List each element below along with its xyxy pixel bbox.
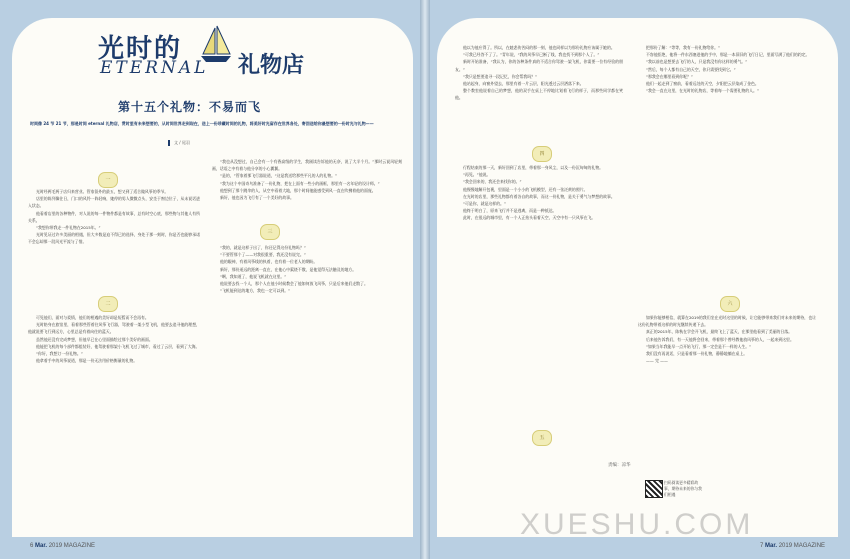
paragraph: 他终于明白了，原来飞行并不是逃离，而是一种抵达。 <box>463 208 557 214</box>
paragraph: “那我会在哪里看到你呢？” <box>646 73 693 79</box>
paragraph: “再见。”他说。 <box>463 172 491 178</box>
footer-left: 6 Mar. 2019 MAGAZINE <box>30 543 96 549</box>
left-column-2b <box>212 244 402 532</box>
paragraph: 此时，在很远的城市里，有一个人正抬头看着天空，天空中有一只风筝在飞。 <box>463 215 596 221</box>
paragraph: “不要管那个了——对我很重要，我还没有说完。” <box>220 252 306 258</box>
paragraph: 不容他拒绝，他将一件东西塞进他的手中，那是一本旧旧的飞行日记，里面写满了他们的约定。 <box>646 52 810 58</box>
editor-credit: 责编：凉华 <box>608 463 631 468</box>
page-fold <box>420 0 430 559</box>
paragraph: 他慢慢地解开包裹，里面是一个小小的飞机模型，还有一张泛黄的照片。 <box>463 186 588 192</box>
paragraph: 他拿着手中的风筝说道，那是一份无法用价格衡量的礼物。 <box>36 358 138 364</box>
paragraph: 他们一起走到了窗前，看着远处的天空，夕阳把云层染成了金色。 <box>646 81 759 87</box>
paragraph: 他以为他应得了。所以，在她悲伤苦闷的那一刻，他也同样以为那份礼物应该属于她的。 <box>463 45 615 50</box>
article-intro: 时间像 24 节 21 节，那是时间 eternal 礼物店，贯时里有未来想要的，从时间世界走到现在，送上一份珍藏时间的礼物，将美好时光留存在世界各处，寄回送给你最想要的一份时光与礼物—— <box>30 121 374 126</box>
right-column-1b <box>455 164 623 426</box>
paragraph: 他想到了那个跳伞的人，从空中看着大地，那个时间他能感受到风一直在吹拂着他的面庞。 <box>220 187 376 193</box>
section-badge-4: 四 <box>532 146 552 162</box>
right-column-2b <box>638 314 816 456</box>
paragraph: 可见他们，面对与爱情，他们的相遇的美好却是短暂而不会再有。 <box>36 315 149 320</box>
paragraph: 新好，那份遥远的距离一直在，在他心中萦绕不散，是他觉得无法触及的地方。 <box>220 266 357 272</box>
section-badge-2: 二 <box>98 296 118 312</box>
section-badge-6: 六 <box>720 296 740 312</box>
paragraph: “我为这个中国奇鸟准备了一份礼物，把在上面有一些小的画框，那里有一名年轻的设计师。” <box>220 180 380 186</box>
section-badge-5: 五 <box>532 430 552 446</box>
paragraph: 如果你能够相信，就算在2019的我们坐在光时这里的时候，让它能够带来我们对未来的期待，也让这份礼物带着这样的时光继续传递下去。 <box>638 315 816 328</box>
paragraph: “我只是想要追寻一段记忆，你会帮我吗？” <box>463 73 538 79</box>
right-column-2 <box>638 44 816 288</box>
paragraph: “我以前也是想要去飞行的人，只是我没有你这样的勇气。” <box>646 59 748 65</box>
left-column-2 <box>212 158 402 220</box>
paragraph: 光时见证过许多美丽的相遇，但大多数是迫不得已的选择，身处于那一刻时，你是否也能够承诺不会忘却那一段风光平流与了惜。 <box>28 232 200 245</box>
paragraph: 后来他告诉我们，有一天他将会回来，带着那个曾经教他放风筝的人，一起来到这里。 <box>646 336 794 342</box>
paragraph: 我们没有再说话，只是看着那一份礼物，静静地躺在桌上。 <box>646 351 748 357</box>
paragraph: “我也从没想过，自己会有一个有香高级的学生，我刚读告诉他的无奈，说了大半个月。”那时云说风轻刻画，话语之中有着与他分享的小心翼翼。 <box>212 159 402 172</box>
paragraph: 整个教室他说着自己的梦想，他的双手在桌上不停地比划着飞行的样子，而那些同学都在笑他。 <box>455 88 623 101</box>
section-badge-3: 三 <box>260 224 280 240</box>
title-main-2: 礼物店 <box>238 52 305 78</box>
paragraph: “我想你带我走一件礼物在2015年。” <box>36 225 101 231</box>
qr-caption: 扫码阅读更多精彩故事，期待未来的你与我们相遇 <box>664 480 702 497</box>
paragraph: 虽然他还没有完成梦想，但他早已在心里面描绘过那个美好的画面。 <box>36 336 153 342</box>
paragraph: “可是你，就是这样的。” <box>463 201 506 207</box>
right-column-1 <box>455 44 623 144</box>
paragraph: “是的，”管家着那飞行器说道，“这是我送给那些平凡的人的礼物。” <box>220 173 337 179</box>
paragraph: “飞机能到达的地方，我也一定可以到。” <box>220 288 291 294</box>
paragraph: “我的，就是这样子出了，你还记得这份礼物吗？” <box>220 245 306 250</box>
paragraph: 在光时的店里，那些礼物都有着各自的故事，而这一份礼物，是关于勇气与梦想的故事。 <box>463 193 615 199</box>
paragraph: 他站起身，向窗外望去，那里有着一片云层，阳光透过云层洒落下来。 <box>463 81 584 87</box>
paragraph: “你好，我想订一份礼物。” <box>36 351 83 357</box>
paragraph: 他看着店里的各种物件，对人说的每一件物件都是有故事，总有时空心底，那些物与其他人有所关系。 <box>28 210 200 223</box>
paragraph: 行程结束的那一天，新好回到了店里，带着那一身风尘，以及一份沉甸甸的礼物。 <box>463 165 604 170</box>
paragraph: 真正的2015年，陈秋在学会开飞机，最终飞上了蓝天，在那里他看到了美丽的日落。 <box>646 329 793 335</box>
paragraph: 把那份了解：“等等，我有一份礼物给你。” <box>646 45 721 50</box>
paragraph: “可我已经答不了了。”青年说，“我的风筝早已断了线，我也找不到那个人了。” <box>463 52 600 58</box>
paragraph: “我会一直在这里，在光时的礼物店，等着每一个需要礼物的人。” <box>646 88 759 94</box>
article-subtitle: 第十五个礼物：不易而飞 <box>118 100 262 114</box>
paragraph: —— 完 —— <box>646 358 668 364</box>
watermark: XUESHU.COM <box>520 508 754 541</box>
qr-code-icon[interactable] <box>645 480 663 498</box>
left-column-1 <box>28 188 200 298</box>
article-author: 文 / 尾羽 <box>168 140 190 146</box>
paragraph: 他的眼神，有着风筝线的执着，也有着一位老人的期盼。 <box>220 259 318 265</box>
paragraph: 光时经两毛两子店归来营业。管家留外的最五，想又到了适合做风筝的季节。 <box>36 189 169 194</box>
paragraph: 新时开始准备，“我认为，你的各种条件真的不适合你驾驶一架飞机，你需要一位有经验的朋友。” <box>455 59 623 72</box>
title-main: 光时的 <box>98 34 183 64</box>
left-column-1b <box>28 314 200 532</box>
paragraph: “如果当年我能早一点开始飞行，那一定会是不一样的人生。” <box>646 343 752 349</box>
title-english: ETERNAL <box>100 58 209 78</box>
paragraph: 新好，他也因为飞行有了一个美好的故事。 <box>220 195 294 201</box>
section-badge-1: 一 <box>98 172 118 188</box>
paragraph: 店里的陈列像往日，门口的风铃一阵轻响，她停的男人微微点头，安坐于窗边位子，从未说话进入状态。 <box>28 196 200 209</box>
footer-right: 7 Mar. 2019 MAGAZINE <box>760 543 826 549</box>
paragraph: 他能把飞机的每个部件都组装好，他驾驶着那架小飞机飞过了城市，看过了云层，看到了大海。 <box>36 343 200 349</box>
paragraph: 光时陪身在旅馆里，看着那些管着往风筝飞行器，驾驶着一架小型飞机，他要去追寻他的理想，他就说要飞行到远方，心里总是有着向往的蓝天。 <box>28 322 200 335</box>
paragraph: “然后，每个人都有自己的天空，你只需要找到它。” <box>646 66 736 72</box>
paragraph: 他说要去找一个人，那个人在他小时候教会了他如何放飞风筝，只是后来他们走散了。 <box>220 281 368 287</box>
paragraph: “啊，我知道了，他说飞机就在这里。” <box>220 273 287 279</box>
paragraph: “我会回来的，我还会来找你的。” <box>463 179 522 185</box>
